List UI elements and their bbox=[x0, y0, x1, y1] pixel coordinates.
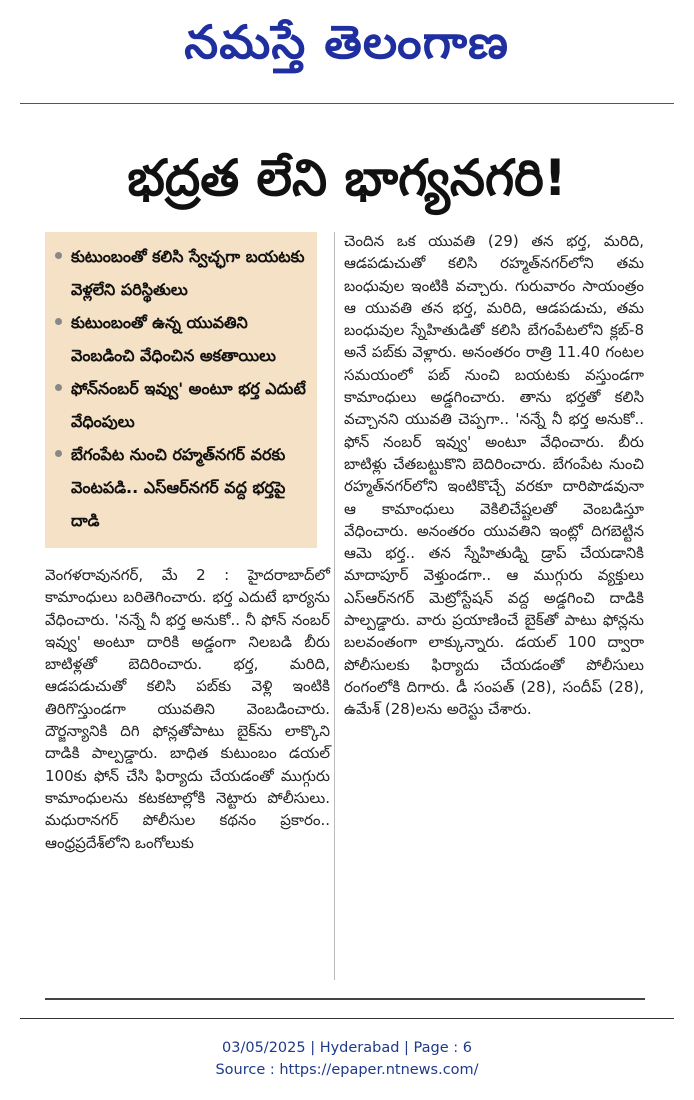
bullet-icon bbox=[55, 252, 62, 259]
highlight-text: ఫోన్‌నంబర్ ఇవ్వు' అంటూ భర్త ఎదుటే వేధింపులు bbox=[71, 379, 306, 431]
body-paragraph: వెంగళరావునగర్, మే 2 : హైదరాబాద్‌లో కామాంధులు బరితెగించారు. భర్త ఎదుటే భార్యను వేధించారు. 'నన్నే నీ భర్త అనుకో.. నీ ఫోన్ నంబర్ ఇవ్వు' అంటూ దారికి అడ్డంగా నిలబడి బీరు బాటిళ్లతో బెదిరించారు. భర్త, మరిది, ఆడపడుచుతో కలిసి పబ్‌కు వెళ్లి ఇంటికి తిరిగొస్తుండగా యువతిని వెంబడించారు. దౌర్జన్యానికి దిగి ఫోన్లతోపాటు బైక్‌ను లాక్కొని దాడికి పాల్పడ్డారు. బాధిత కుటుంబం డయల్ 100కు ఫోన్ చేసి ఫిర్యాదు చేయడంతో ముగ్గురు కామాంధులను కటకటాల్లోకి నెట్టారు పోలీసులు. మధురానగర్ పోలీసుల కథనం ప్రకారం.. ఆంధ్రప్రదేశ్‌లోని ఒంగోలుకు bbox=[45, 566, 330, 852]
highlight-item bbox=[55, 306, 311, 372]
article-column-left bbox=[45, 564, 330, 980]
body-paragraph: చెందిన ఒక యువతి (29) తన భర్త, మరిది, ఆడపడుచుతో కలిసి రహ్మత్‌నగర్‌లోని తమ బంధువుల ఇంటికి వచ్చారు. గురువారం సాయంత్రం ఆ యువతి తన భర్త, మరిది, ఆడపడుచు, తమ బంధువుల స్నేహితుడితో కలిసి బేగంపేటలోని క్లబ్-8 అనే పబ్‌కు వెళ్లారు. అనంతరం రాత్రి 11.40 గంటల సమయంలో పబ్ నుంచి బయటకు వస్తుండగా కామాంధులు అడ్డగించారు. తాను భర్తతో కలిసి వచ్చానని యువతి చెప్పగా.. 'నన్నే నీ భర్త అనుకో.. ఫోన్ నంబర్ ఇవ్వు' అంటూ వేధించారు. బీరు బాటిళ్లు చేతబట్టుకొని బెదిరించారు. బేగంపేట నుంచి రహ్మత్‌నగర్‌లోని ఇంటికొచ్చే వరకూ దారిపొడవునా ఆ కామాంధులు వెకిలిచేష్టలతో వెంబడిస్తూ వేధించారు. అనంతరం యువతిని ఇంట్లో దిగబెట్టిన ఆమె భర్త.. తన స్నేహితుడ్ని డ్రాప్ చేయడానికి మాదాపూర్ వెళ్తుండగా.. ఆ ముగ్గురు వ్యక్తులు ఎస్ఆర్‌నగర్ మెట్రోస్టేషన్ వద్ద అడ్డగించి దాడికి పాల్పడ్డారు. వారు ప్రయాణించే బైక్‌తో పాటు ఫోన్లను బలవంతంగా లాక్కున్నారు. డయల్ 100 ద్వారా పోలీసులకు ఫిర్యాదు చేయడంతో పోలీసులు రంగంలోకి దిగారు. డీ సంపత్ (28), సందీప్ (28), ఉమేశ్ (28)లను అరెస్టు చేశారు. bbox=[344, 232, 644, 719]
highlight-text: కుటుంబంతో కలిసి స్వేచ్ఛగా బయటకు వెళ్లలేని పరిస్థితులు bbox=[71, 247, 305, 299]
article-end-rule bbox=[45, 998, 645, 1000]
clipping-cut-line bbox=[20, 1018, 674, 1019]
highlight-item bbox=[55, 372, 311, 438]
column-divider bbox=[334, 232, 335, 980]
highlights-box bbox=[45, 232, 317, 548]
footer-date-line: 03/05/2025 | Hyderabad | Page : 6 bbox=[222, 1040, 472, 1056]
masthead-divider bbox=[20, 103, 674, 104]
newspaper-logo: నమస్తే తెలంగాణ bbox=[184, 15, 510, 69]
bullet-icon bbox=[55, 450, 62, 457]
highlight-item bbox=[55, 240, 311, 306]
highlight-item bbox=[55, 438, 311, 537]
highlight-text: బేగంపేట నుంచి రహ్మత్‌నగర్ వరకు వెంటపడి.. ఎస్ఆర్‌నగర్ వద్ద భర్తపై దాడి bbox=[71, 445, 286, 530]
highlights-list bbox=[45, 232, 317, 537]
bullet-icon bbox=[55, 318, 62, 325]
bullet-icon bbox=[55, 384, 62, 391]
masthead bbox=[0, 6, 694, 78]
footer-source-line[interactable]: Source : https://epaper.ntnews.com/ bbox=[215, 1062, 479, 1078]
article-headline: భద్రత లేని భాగ్యనగరి! bbox=[127, 149, 567, 207]
highlight-text: కుటుంబంతో ఉన్న యువతిని వెంబడించి వేధించిన అకతాయిలు bbox=[71, 313, 276, 365]
article-column-right bbox=[344, 230, 644, 980]
